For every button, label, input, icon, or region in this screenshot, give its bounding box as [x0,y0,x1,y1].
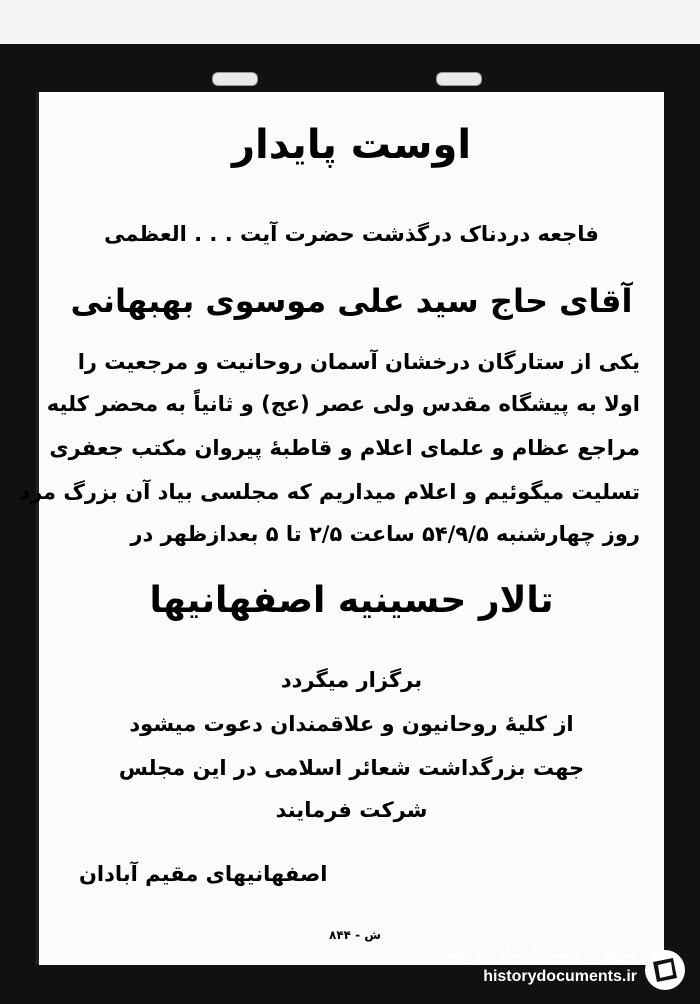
signature: اصفهانیهای مقیم آبادان [79,862,328,886]
deceased-name: آقای حاج سید علی موسوی بهبهانی [70,282,633,320]
closing-line: جهت بزرگداشت شعائر اسلامی در این مجلس [118,756,585,780]
watermark-text-en: historydocuments.ir [483,968,637,985]
body-line: یکی از ستارگان درخشان آسمان روحانیت و مرجعیت را [77,350,640,374]
archive-logo-icon [643,948,687,992]
scan-margin-top [0,0,700,44]
punch-hole-right [436,72,482,86]
closing-line: شرکت فرمایند [275,798,428,822]
body-line: روز چهارشنبه ۵۴/۹/۵ ساعت ۲/۵ تا ۵ بعدازظهر در [130,522,640,546]
notice-subtitle: فاجعه دردناک درگذشت حضرت آیت . . . العظمی [104,222,599,246]
closing-line: از کلیهٔ روحانیون و علاقمندان دعوت میشود [129,712,574,736]
archive-watermark [410,942,695,998]
closing-line: برگزار میگردد [280,668,423,692]
body-line: مراجع عظام و علمای اعلام و قاطبهٔ پیروان مکتب جعفری [49,436,640,460]
notice-title: اوست پایدار [231,122,472,168]
venue-name: تالار حسینیه اصفهانیها [149,580,554,621]
body-line: اولا به پیشگاه مقدس ولی عصر (عج) و ثانیاً به محضر کلیه [46,392,640,416]
watermark-text-fa: مرکز بررسی اسناد تاریخی [440,944,637,962]
body-line: تسلیت میگوئیم و اعلام میداریم که مجلسی بیاد آن بزرگ مرد [19,480,640,504]
document-number: ش - ۸۴۴ [329,928,381,942]
condolence-notice [19,92,664,965]
punch-hole-left [212,72,258,86]
